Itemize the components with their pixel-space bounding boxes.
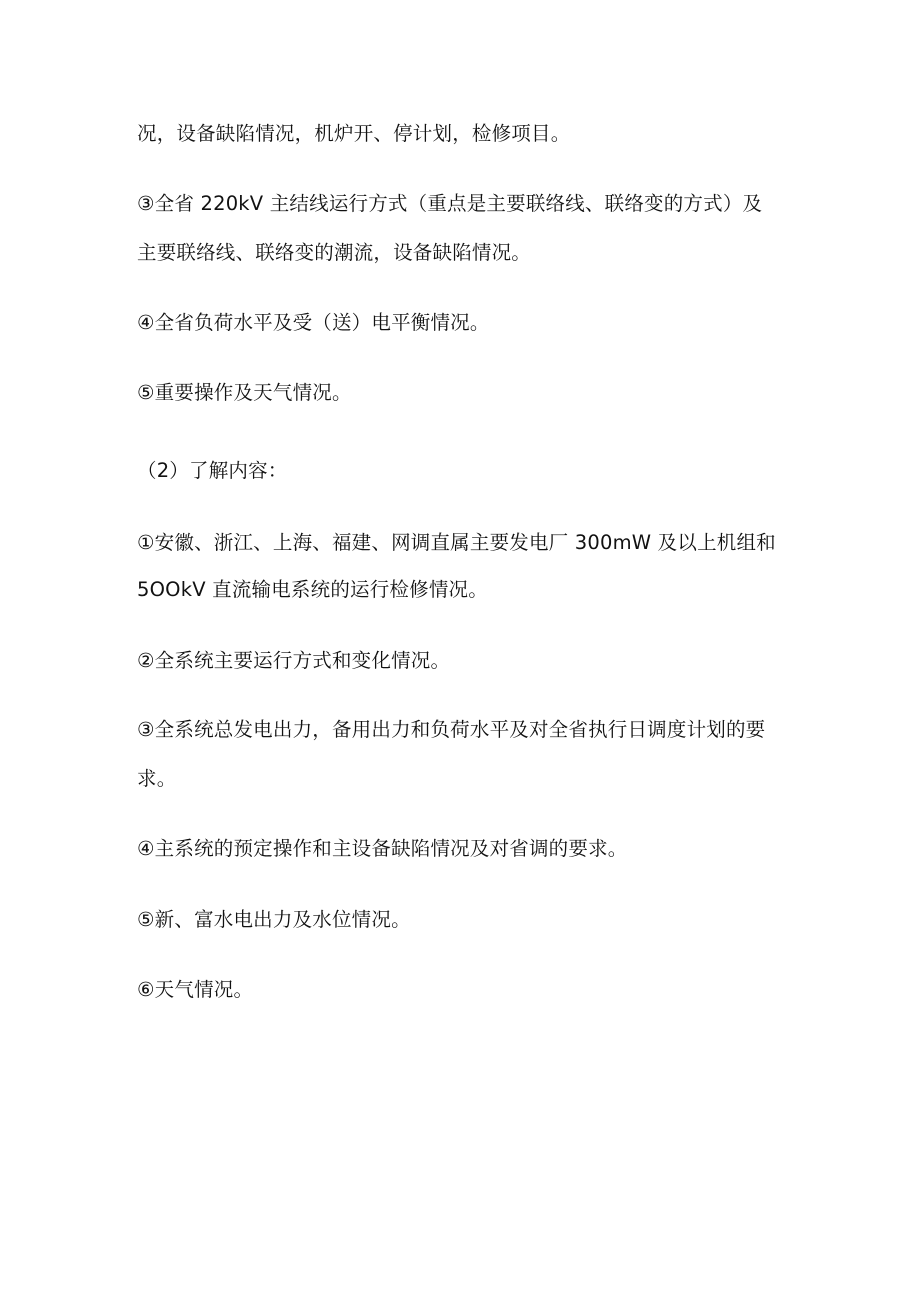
text-line: ⑥天气情况。 xyxy=(137,978,254,1001)
text-line: ③全省 220kV 主结线运行方式（重点是主要联络线、联络变的方式）及 xyxy=(137,192,763,215)
text-line: ③全系统总发电出力，备用出力和负荷水平及对全省执行日调度计划的要 xyxy=(137,718,766,741)
text-line: ④主系统的预定操作和主设备缺陷情况及对省调的要求。 xyxy=(137,837,628,860)
text-line: 求。 xyxy=(137,767,177,790)
text-line: 况，设备缺陷情况，机炉开、停计划，检修项目。 xyxy=(137,122,571,145)
text-line: ⑤新、富水电出力及水位情况。 xyxy=(137,908,411,931)
text-line: 主要联络线、联络变的潮流，设备缺陷情况。 xyxy=(137,241,532,264)
text-line: ⑤重要操作及天气情况。 xyxy=(137,381,352,404)
text-line: ①安徽、浙江、上海、福建、网调直属主要发电厂 300mW 及以上机组和 xyxy=(137,531,776,554)
text-line: ④全省负荷水平及受（送）电平衡情况。 xyxy=(137,311,490,334)
text-line: ②全系统主要运行方式和变化情况。 xyxy=(137,649,451,672)
text-line: 5OOkV 直流输电系统的运行检修情况。 xyxy=(137,578,488,601)
section-heading: （2）了解内容： xyxy=(137,459,288,482)
